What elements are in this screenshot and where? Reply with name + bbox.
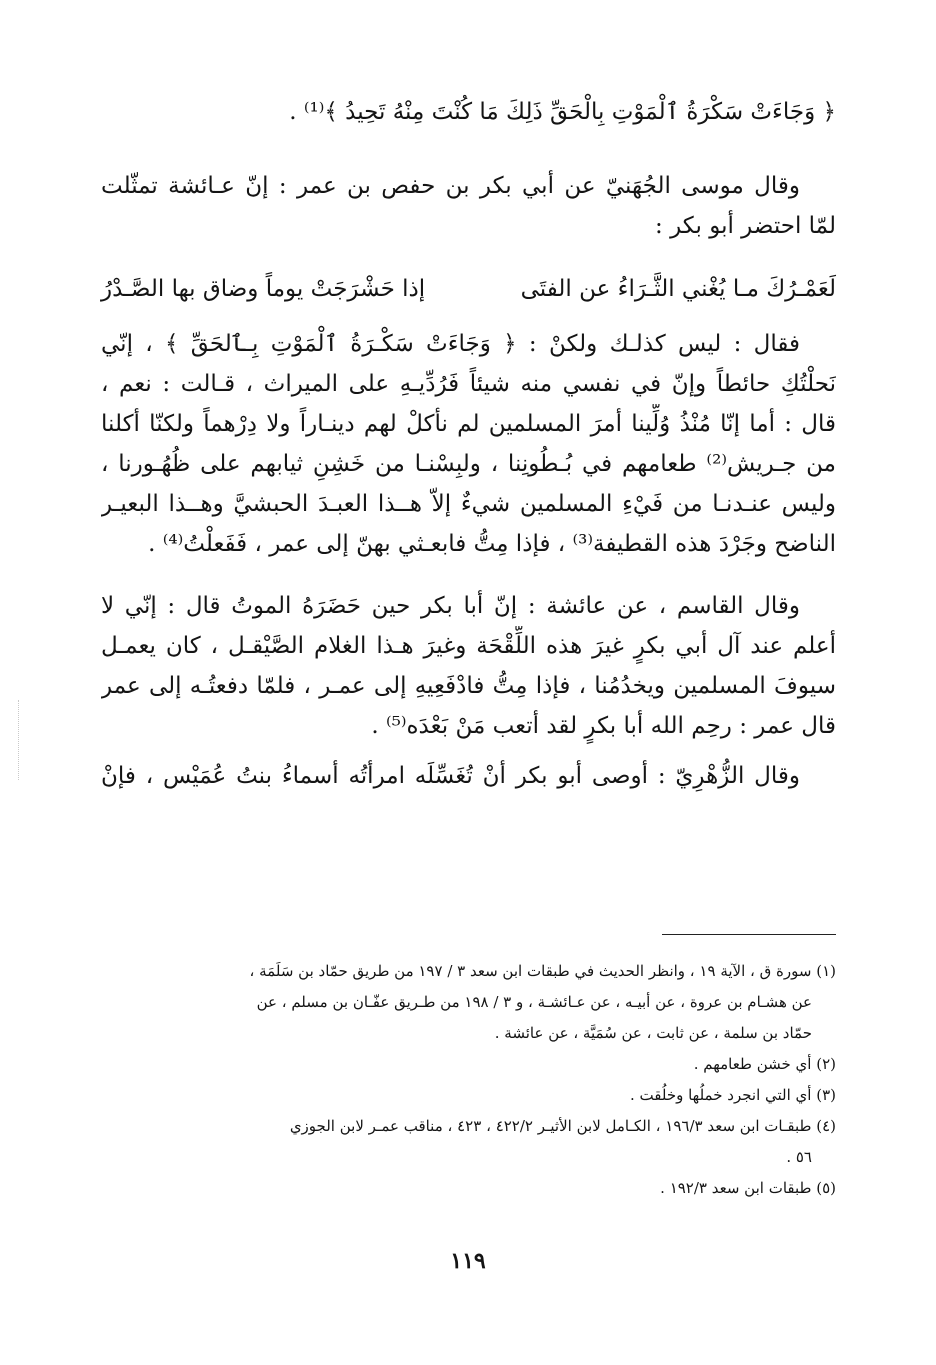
footnote-3 [101, 1080, 836, 1111]
footnote-4 [101, 1111, 836, 1173]
paragraph-3 [101, 586, 836, 746]
text-line: أعلم عند آل أبي بكرٍ غيرَ هذه اللِّقْحَة وغيرَ هـذا الغلام الصَّيْقـل ، كان يعمـل [101, 633, 836, 659]
footnote-1 [101, 956, 836, 1049]
footnote-line: (٢) أي خشن طعامهم . [693, 1055, 836, 1073]
quran-verse: ﴿ وَجَاءَتْ سَكْرَةُ ٱلْمَوْتِ بِالْحَقِّ ذَلِكَ مَا كُنْتَ مِنْهُ تَحِيدُ ﴾⁽¹⁾ . [289, 99, 836, 125]
paragraph-2 [101, 324, 836, 564]
text-line: وقال الزُّهْرِيّ : أوصى أبو بكر أنْ تُغَسِّلَه امرأتُه أسماءُ بنتُ عُمَيْس ، فإنْ [101, 763, 800, 789]
text-line: من جـريش⁽²⁾ طعامهم في بُـطُونِنا ، ولبِسْنـا من خَشِنِ ثيابهم على ظُهُـورنا ، [101, 451, 836, 477]
footnote-line: عن هشـام بن عروة ، عن أبيـه ، عن عـائشـة ، و ٣ / ١٩٨ من طـريق عفّـان بن مسلم ، عن [256, 993, 812, 1011]
text-line: نَحلْتُكِ حائطاً وإنّ في نفسي منه شيئاً فَرُدِّيـهِ على الميراث ، قـالت : نعم ، [101, 371, 836, 397]
poem-hemistich-left: إذا حَشْرَجَتْ يوماً وضاق بها الصَّـدْرُ [101, 276, 426, 302]
footnote-line: (١) سورة ق ، الآية ١٩ ، وانظر الحديث في طبقات ابن سعد ٣ / ١٩٧ من طريق حمّاد بن سَلَمَة ، [249, 962, 836, 980]
text-line: الناضح وجَرْدَ هذه القطيفة⁽³⁾ ، فإذا مِتُّ فابعـثي بهنّ إلى عمر ، فَفَعلْتُ⁽⁴⁾ . [148, 531, 836, 557]
text-line: وقال القاسم ، عن عائشة : إنّ أبا بكر حين حَضَرَهُ الموتُ قال : إنّي لا [101, 593, 800, 619]
footnote-line: (٣) أي التي انجرد خملُها وخلُقت . [630, 1086, 836, 1104]
text-line: سيوفَ المسلمين ويخدُمُنا ، فإذا مِتُّ فادْفَعِيهِ إلى عمـر ، فلمّا دفعتُـه إلى عمر [101, 673, 836, 699]
footnote-line: حمّاد بن سلمة ، عن ثابت ، عن سُمَيَّة ، عن عائشة . [494, 1024, 812, 1042]
text-line: لمّا احتضر أبو بكر : [655, 213, 836, 239]
main-text [101, 92, 836, 796]
footnote-line: (٥) طبقات ابن سعد ١٩٢/٣ . [660, 1179, 836, 1197]
text-line: قال عمر : رحِم الله أبا بكرٍ لقد أتعب مَنْ بَعْدَه⁽⁵⁾ . [371, 713, 836, 739]
footnote-separator [662, 934, 836, 935]
text-line: قال : أما إنّا مُنْذُ وُلِّينا أمرَ المسلمين لم نأكلْ لهم دينـاراً ولا دِرْهماً ولكنّا أكلنا [101, 411, 836, 437]
scan-margin-dots [18, 700, 23, 780]
poem-hemistich-right: لَعَمْـرُكَ مـا يُغْني الثَّـرَاءُ عن الفتَى [520, 276, 836, 302]
page-number: ١١٩ [450, 1248, 486, 1274]
text-line: فقال : ليس كذلـك ولكنْ : ﴿ وَجَاءَتْ سَكْـرَةُ ٱلْمَوْتِ بِـٱلحَقِّ ﴾ ، إنّي [101, 331, 800, 357]
paragraph-4 [101, 756, 836, 796]
text-line: وقال موسى الجُهَنيّ عن أبي بكر بن حفص بن عمر : إنّ عـائشة تمثّلت [101, 173, 800, 199]
footnotes [101, 956, 836, 1204]
text-line: وليس عنـدنـا من فَيْءِ المسلمين شيءٌ إلاّ هــذا العبـدَ الحبشيَّ وهــذا البعيـر [101, 491, 836, 517]
poem-verse [101, 268, 836, 310]
footnote-5 [101, 1173, 836, 1204]
paragraph-1 [101, 166, 836, 246]
footnote-2 [101, 1049, 836, 1080]
footnote-line: ٥٦ . [786, 1148, 812, 1166]
footnote-line: (٤) طبقـات ابن سعد ١٩٦/٣ ، الكـامل لابن الأثيـر ٤٢٢/٢ ، ٤٢٣ ، مناقب عمـر لابن الجوزي [289, 1117, 836, 1135]
